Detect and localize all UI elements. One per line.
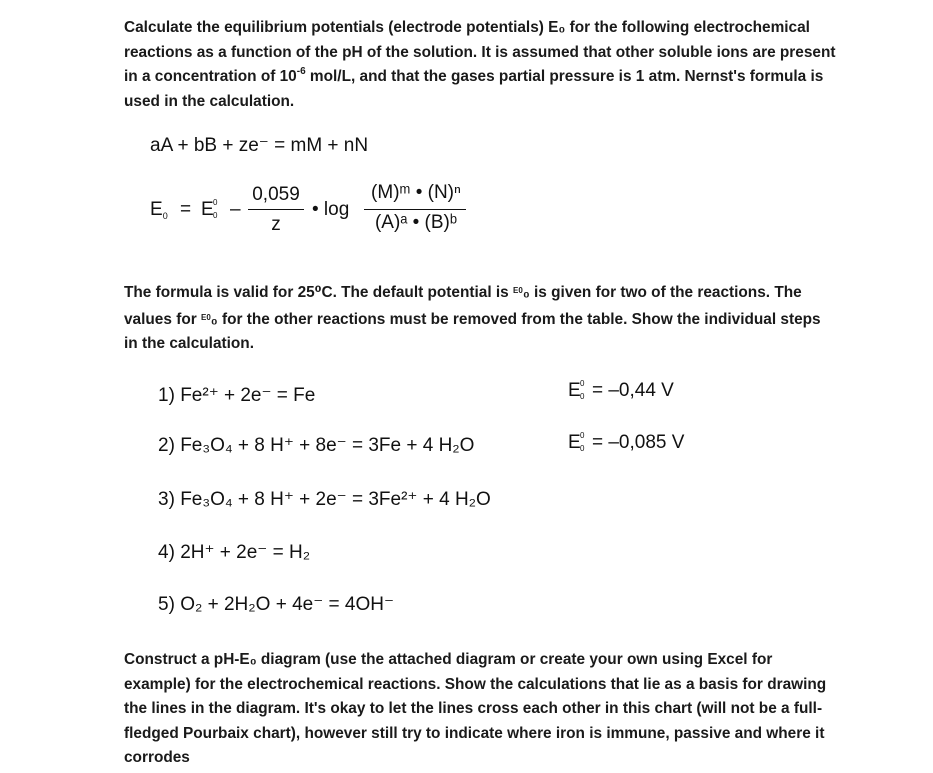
reaction-3: 3) Fe₃O₄ + 8 H⁺ + 2e⁻ = 3Fe²⁺ + 4 H₂O bbox=[158, 489, 491, 510]
reaction-2: 2) Fe₃O₄ + 8 H⁺ + 8e⁻ = 3Fe + 4 H₂O bbox=[158, 435, 475, 456]
construct-line-2: example) for the electrochemical reactions. Show the calculations that lie as a basis for drawing bbox=[124, 675, 827, 693]
intro-line-4: used in the calculation. bbox=[124, 92, 295, 110]
construct-line-1: Construct a pH-E₀ diagram (use the attached diagram or create your own using Excel for bbox=[124, 651, 773, 668]
frac-0059-numerator: 0,059 bbox=[252, 184, 300, 205]
nernst-lhs: $E_0$ bbox=[150, 199, 168, 221]
construct-line-5: corrodes bbox=[124, 749, 190, 767]
nernst-dot-log: • log bbox=[312, 199, 350, 220]
intro-line-3 bbox=[124, 65, 836, 90]
construct-line-4: fledged Pourbaix chart), however still try to indicate where iron is immune, passive and where it bbox=[124, 724, 825, 742]
reaction-1-potential: E 0 0 = –0,44 V bbox=[568, 379, 674, 401]
reaction-5: 5) O₂ + 2H₂O + 4e⁻ = 4OH⁻ bbox=[158, 594, 395, 615]
frac-conc-denominator: (A)ᵃ • (B)ᵇ bbox=[374, 212, 458, 233]
validity-paragraph bbox=[124, 279, 836, 357]
intro-line-2: reactions as a function of the pH of the solution. It is assumed that other soluble ions are present bbox=[124, 43, 836, 61]
construct-paragraph bbox=[124, 648, 836, 771]
frac-bar-1 bbox=[248, 209, 304, 210]
intro-line-3-a: in a concentration of 10 bbox=[124, 68, 297, 86]
frac-bar-2 bbox=[364, 209, 466, 210]
validity-line-1: The formula is valid for 25⁰C. The default potential is $^{E0}$₀ is given for two of the reactions. The bbox=[124, 284, 802, 301]
general-reaction: aA + bB + ze⁻ = mM + nN bbox=[150, 135, 369, 156]
reaction-4: 4) 2H⁺ + 2e⁻ = H₂ bbox=[158, 542, 311, 563]
nernst-minus: – bbox=[230, 199, 241, 220]
validity-line-3: in the calculation. bbox=[124, 335, 254, 353]
validity-line-2: values for $^{E0}$₀ for the other reactions must be removed from the table. Show the individual steps bbox=[124, 310, 821, 328]
construct-line-3: the lines in the diagram. It's okay to let the lines cross each other in this chart (will not be a full- bbox=[124, 700, 823, 718]
intro-line-3-b: mol/L, and that the gases partial pressure is 1 atm. Nernst's formula is bbox=[305, 68, 824, 86]
nernst-equals: = bbox=[180, 199, 192, 220]
reaction-2-potential: E 0 0 = –0,085 V bbox=[568, 431, 685, 453]
nernst-e-standard: E 0 0 bbox=[201, 198, 218, 220]
reaction-1: 1) Fe²⁺ + 2e⁻ = Fe bbox=[158, 385, 316, 406]
intro-exponent: -6 bbox=[296, 66, 306, 78]
frac-z-denominator: z bbox=[271, 214, 281, 235]
frac-conc-numerator: (M)ᵐ • (N)ⁿ bbox=[371, 182, 461, 203]
intro-line-1: Calculate the equilibrium potentials (electrode potentials) E₀ for the following electrochemical bbox=[124, 19, 810, 36]
intro-paragraph bbox=[124, 16, 836, 114]
